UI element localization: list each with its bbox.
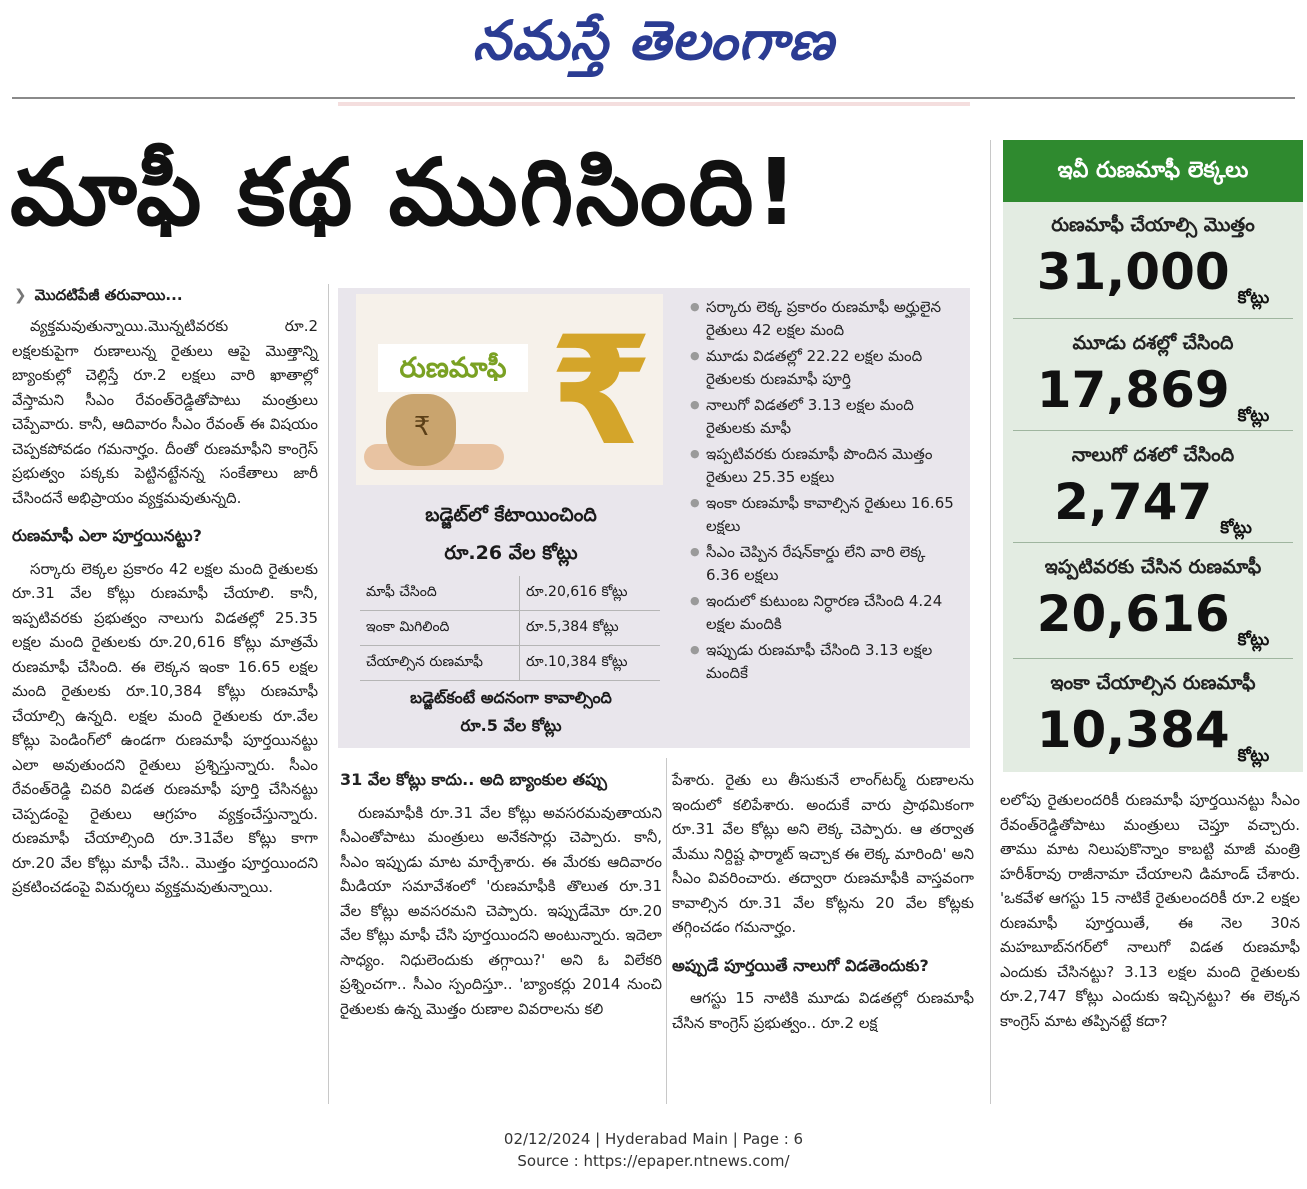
table-cell-label: మాఫీ చేసింది [360, 576, 519, 611]
table-cell-label: చేయాల్సిన రుణమాఫీ [360, 646, 519, 681]
budget-foot-line: రూ.5 వేల కోట్లు [460, 716, 562, 735]
table-row [360, 576, 660, 611]
stat-divider [1013, 542, 1293, 543]
stat-unit: కోట్లు [1237, 746, 1270, 766]
stat-value: 17,869 [1036, 361, 1230, 419]
paragraph: రుణమాఫీకి రూ.31 వేల కోట్లు అవసరమవుతాయని సీఎంతోపాటు మంత్రులు అనేకసార్లు చెప్పారు. కానీ, సీఎం ఇప్పుడు మాట మార్చేశారు. ఈ మేరకు ఆదివారం మీడియా సమావేశంలో 'రుణమాఫీకి తొలుత రూ.31 వేల కోట్లు అవసరమని చెప్పారు. ఇప్పుడేమో రూ.20 వేల కోట్లు మాఫీ చేసి పూర్తయిందని అంటున్నారు. ఇదెలా సాధ్యం. నిధులెందుకు తగ్గాయి?' అని ఓ విలేకరి ప్రశ్నించగా.. సీఎం స్పందిస్తూ.. 'బ్యాంకర్లు 2014 నుంచి రైతులకు ఉన్న మొత్తం రుణాల వివరాలను కలి [340, 803, 662, 1018]
stat-value: 10,384 [1036, 701, 1230, 759]
footer-date-edition: 02/12/2024 | Hyderabad Main | Page : 6 [503, 1130, 804, 1148]
stat-unit: కోట్లు [1220, 518, 1252, 538]
loan-waiver-illustration [356, 294, 663, 485]
subheading: అప్పుడే పూర్తయితే నాలుగో విడతెందుకు? [672, 955, 929, 975]
table-cell-label: ఇంకా మిగిలింది [360, 611, 519, 646]
paragraph: లలోపు రైతులందరికీ రుణమాఫీ పూర్తయినట్టు సీఎం రేవంత్‌రెడ్డితోపాటు మంత్రులు చెప్తూ వచ్చారు. తాము మాట నిలుపుకొన్నాం కాబట్టి మాజీ మంత్రి హరీశ్‌రావు రాజీనామా చేయాలని డిమాండ్ చేశారు. 'ఒకవేళ ఆగస్టు 15 నాటికే రైతులందరికీ రూ.2 లక్షల రుణమాఫీ పూర్తయితే, ఈ నెల 30న మహబూబ్‌నగర్‌లో నాలుగో విడత రుణమాఫీ ఎందుకు చేసినట్టు? 3.13 లక్షల మంది రైతులకు రూ.2,747 కోట్లు ఎందుకు ఇచ్చినట్టు? ఈ లెక్కన కాంగ్రెస్ మాట తప్పినట్టే కదా? [1000, 791, 1300, 1030]
table-row [360, 611, 660, 646]
stat-value: 20,616 [1036, 585, 1230, 643]
stat-label: రుణమాఫీ చేయాల్సి మొత్తం [1051, 214, 1255, 236]
stat-label: నాలుగో దశలో చేసింది [1071, 444, 1235, 466]
table-cell-value: రూ.10,384 కోట్లు [519, 646, 660, 681]
headline: మాఫీ కథ ముగిసింది! [10, 139, 800, 246]
stat-value: 31,000 [1036, 243, 1230, 301]
table-cell-value: రూ.5,384 కోట్లు [519, 611, 660, 646]
budget-table [360, 576, 660, 681]
footer-source: Source : https://epaper.ntnews.com/ [517, 1152, 790, 1170]
rupee-symbol-icon: ₹ [548, 305, 654, 479]
paragraph: ఆగస్టు 15 నాటికి మూడు విడతల్లో రుణమాఫీ చేసిన కాంగ్రెస్ ప్రభుత్వం.. రూ.2 లక్ష [672, 989, 974, 1032]
list-item: ● నాలుగో విడతలో 3.13 లక్షల మంది రైతులకు మాఫీ [690, 394, 960, 439]
page-footer [0, 1128, 1307, 1172]
jump-label: మొదటిపేజీ తరువాయి... [34, 286, 183, 304]
budget-foot-line: బడ్జెట్‌కంటే అదనంగా కావాల్సింది [410, 688, 612, 707]
chevron-right-icon: ❯ [14, 286, 27, 304]
budget-title-line: రూ.26 వేల కోట్లు [444, 542, 578, 564]
stat-value: 2,747 [1054, 473, 1213, 531]
paragraph: పేశారు. రైతు లు తీసుకునే లాంగ్‌టర్మ్ రుణాలను ఇందులో కలిపేశారు. అందుకే వారు ప్రాథమికంగా రూ.31 వేల కోట్లు అని లెక్క చెప్పారు. ఆ తర్వాత మేము నిర్దిష్ట ఫార్మాట్ ఇచ్చాక ఈ లెక్క మారింది' అని సీఎం వివరించారు. తద్వారా రుణమాఫీకి వాస్తవంగా కావాల్సిన రూ.31 వేల కోట్లను 20 వేల కోట్లకు తగ్గించడం గమనార్హం. [672, 771, 974, 936]
masthead-logo: నమస్తే తెలంగాణ [472, 8, 835, 72]
stat-block [1003, 204, 1303, 330]
stat-label: ఇప్పటివరకు చేసిన రుణమాఫీ [1044, 556, 1262, 578]
list-item: ● మూడు విడతల్లో 22.22 లక్షల మంది రైతులకు రుణమాఫీ పూర్తి [690, 345, 960, 390]
column-divider [666, 758, 667, 1104]
facts-bullet-list [690, 296, 960, 688]
budget-footnote [360, 684, 662, 740]
article-column-4 [1000, 788, 1300, 1033]
table-row [360, 646, 660, 681]
list-item: ● ఇందులో కుటుంబ నిర్ధారణ చేసింది 4.24 లక్షల మందికి [690, 590, 960, 635]
stat-block [1003, 546, 1303, 672]
budget-title [360, 496, 662, 572]
column-divider [328, 284, 329, 1104]
list-item: ● ఇంకా రుణమాఫీ కావాల్సిన రైతులు 16.65 లక్షలు [690, 492, 960, 537]
paragraph: సర్కారు లెక్కల ప్రకారం 42 లక్షల మంది రైతులకు రూ.31 వేల కోట్లు రుణమాఫీ చేయాలి. కానీ, ఇప్పటివరకు ప్రభుత్వం నాలుగు విడతల్లో 25.35 లక్షల మంది రైతులకు రూ.20,616 కోట్లు మాత్రమే రుణమాఫీ చేసింది. ఈ లెక్కన ఇంకా 16.65 లక్షల మంది రైతులకు రూ.10,384 కోట్లు రుణమాఫీ చేయాల్సి ఉన్నది. లక్షల మంది రైతులకు రూ.వేల కోట్లు పెండింగ్‌లో ఉండగా రుణమాఫీ పూర్తయినట్టు ఎలా అవుతుందని రైతులు ప్రశ్నిస్తున్నారు. సీఎం రేవంత్‌రెడ్డి చివరి విడత రుణమాఫీ పూర్తి చేసినట్టు చెప్పడంపై రైతులు ఆగ్రహం వ్యక్తంచేస్తున్నారు. రుణమాఫీ చేయాల్సింది రూ.31వేల కోట్లు కాగా రూ.20 వేల కోట్లు మాఫీ చేసి.. మొత్తం పూర్తయిందని ప్రకటించడంపై విమర్శలు వ్యక్తమవుతున్నాయి. [12, 559, 318, 896]
list-item: ● ఇప్పటివరకు రుణమాఫీ పొందిన మొత్తం రైతులు 25.35 లక్షలు [690, 443, 960, 488]
stat-unit: కోట్లు [1237, 630, 1270, 650]
stat-unit: కోట్లు [1237, 406, 1270, 426]
article-column-3 [672, 768, 974, 1035]
paragraph: వ్యక్తమవుతున్నాయి.మొన్నటివరకు రూ.2 లక్షలకుపైగా రుణాలున్న రైతులు ఆపై మొత్తాన్ని బ్యాంకుల్లో చెల్లిస్తే రూ.2 లక్షలు వారి ఖాతాల్లో వేస్తామని సీఎం రేవంత్‌రెడ్డితోపాటు మంత్రులు చెప్పేవారు. కానీ, ఆదివారం సీఎం రేవంత్ ఈ విషయం చెప్పకపోవడం గమనార్హం. దీంతో రుణమాఫీని కాంగ్రెస్ ప్రభుత్వం పక్కకు పెట్టినట్టేనన్న సంకేతాలు జారీ చేసిందనే అభిప్రాయం వ్యక్తమవుతున్నది. [12, 317, 318, 507]
stat-block [1003, 662, 1303, 788]
stat-unit: కోట్లు [1237, 288, 1270, 308]
rupee-icon: ₹ [413, 412, 431, 442]
article-column-1 [12, 314, 318, 900]
list-item: ● సర్కారు లెక్క ప్రకారం రుణమాఫీ అర్హులైన రైతులు 42 లక్షల మంది [690, 296, 960, 341]
masthead-rule [12, 97, 1295, 99]
masthead-accent-rule [338, 102, 970, 106]
article-column-2 [340, 768, 662, 1021]
budget-title-line: బడ్జెట్‌లో కేటాయించింది [425, 504, 597, 526]
stat-label: ఇంకా చేయాల్సిన రుణమాఫీ [1050, 672, 1256, 694]
stat-divider [1013, 658, 1293, 659]
illustration-banner: రుణమాఫీ [378, 344, 528, 392]
list-item: ● సీఎం చెప్పిన రేషన్‌కార్డు లేని వారి లెక్క 6.36 లక్షలు [690, 541, 960, 586]
stats-panel-title: ఇవీ రుణమాఫీ లెక్కలు [1003, 140, 1303, 202]
continued-from-front-page [14, 286, 314, 308]
table-cell-value: రూ.20,616 కోట్లు [519, 576, 660, 611]
stat-label: మూడు దశల్లో చేసింది [1072, 332, 1234, 354]
list-item: ● ఇప్పుడు రుణమాఫీ చేసింది 3.13 లక్షల మందికే [690, 639, 960, 684]
subheading: రుణమాఫీ ఎలా పూర్తయినట్టు? [12, 526, 202, 545]
subheading: 31 వేల కోట్లు కాదు.. అది బ్యాంకుల తప్పు [340, 770, 607, 789]
stat-divider [1013, 430, 1293, 431]
stat-divider [1013, 318, 1293, 319]
column-divider [990, 140, 991, 1104]
